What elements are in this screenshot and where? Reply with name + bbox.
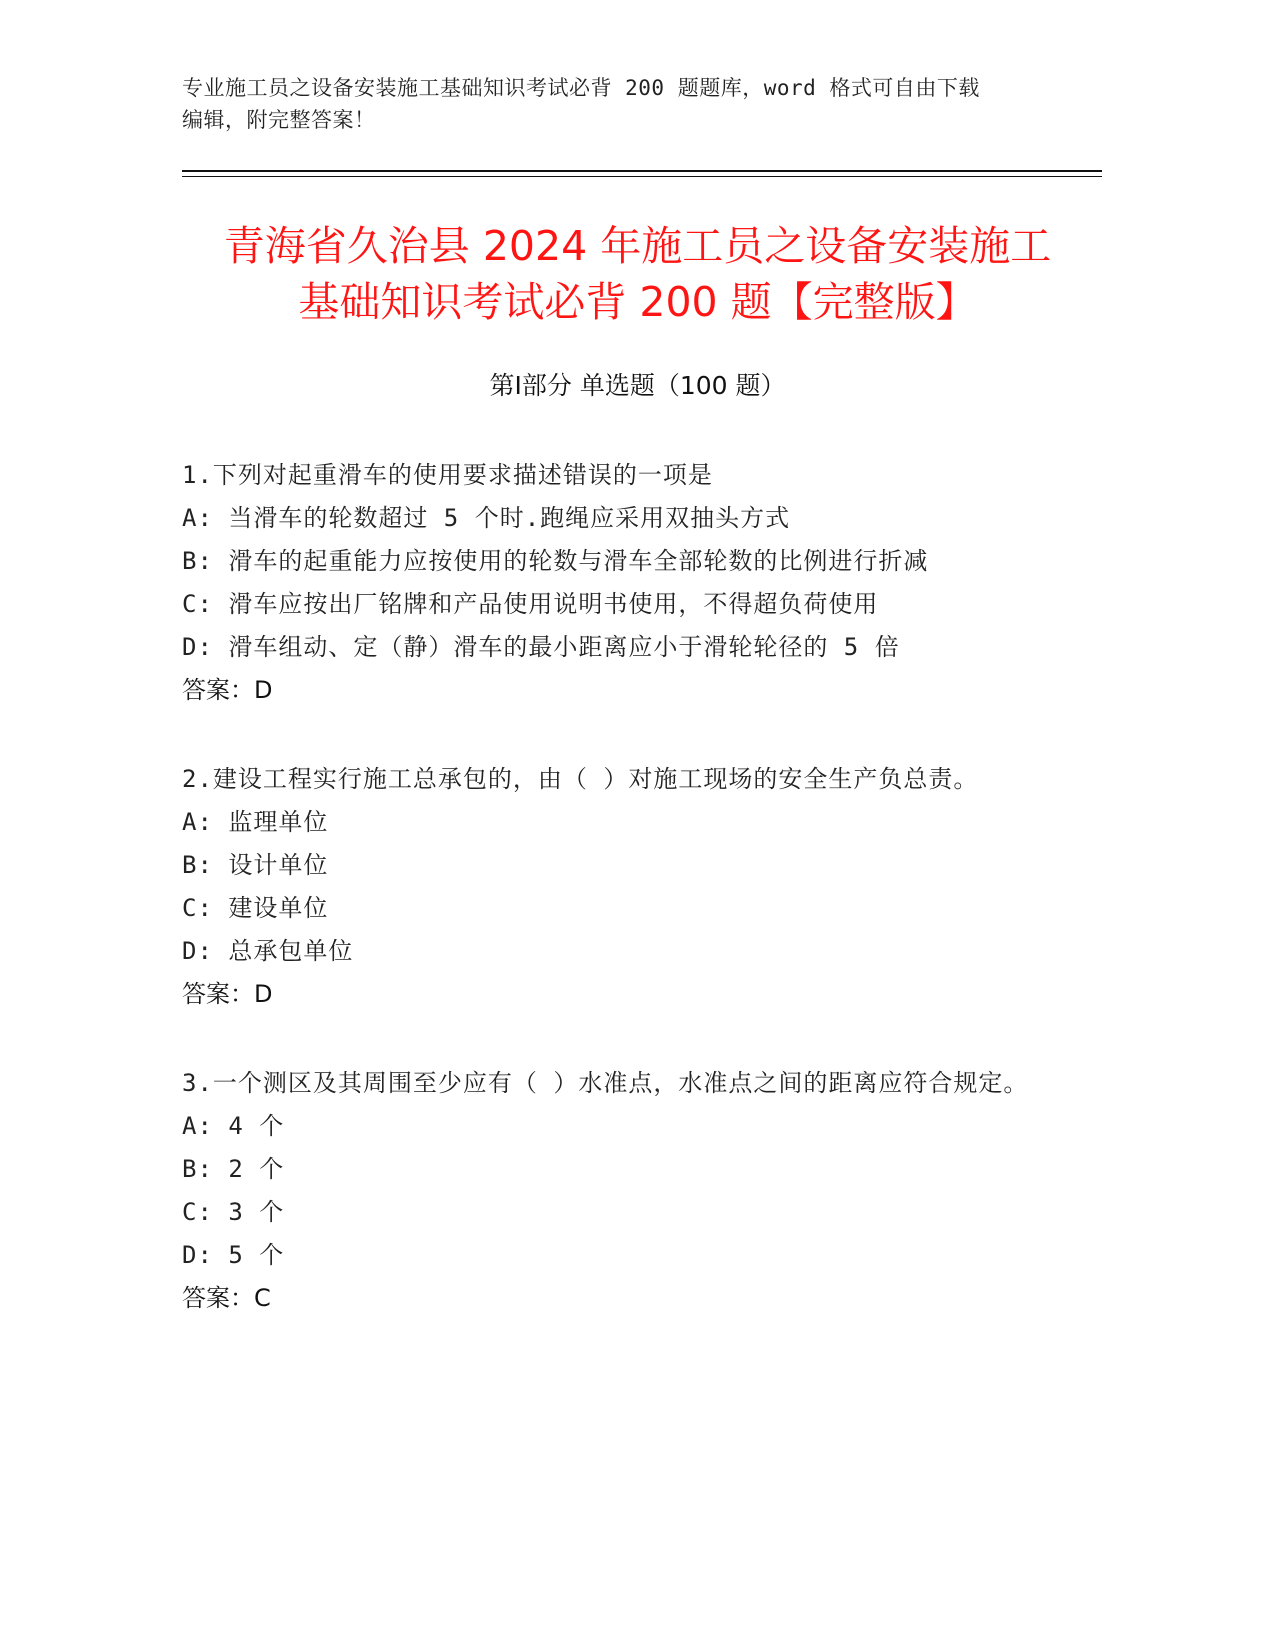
option-a: A: 当滑车的轮数超过 5 个时.跑绳应采用双抽头方式 bbox=[182, 504, 791, 532]
header-divider-thick bbox=[182, 170, 1102, 172]
question-1 bbox=[182, 454, 1042, 712]
question-stem: 2.建设工程实行施工总承包的，由（ ）对施工现场的安全生产负总责。 bbox=[182, 765, 979, 793]
option-b: B: 设计单位 bbox=[182, 851, 329, 879]
option-b: B: 2 个 bbox=[182, 1155, 285, 1183]
question-stem: 3.一个测区及其周围至少应有（ ）水准点，水准点之间的距离应符合规定。 bbox=[182, 1069, 1029, 1097]
question-2 bbox=[182, 758, 1042, 1016]
answer: 答案：C bbox=[182, 1284, 271, 1312]
option-a: A: 监理单位 bbox=[182, 808, 329, 836]
answer: 答案：D bbox=[182, 676, 273, 704]
option-c: C: 滑车应按出厂铭牌和产品使用说明书使用，不得超负荷使用 bbox=[182, 590, 879, 618]
header-divider-thin bbox=[182, 176, 1102, 177]
option-d: D: 滑车组动、定（静）滑车的最小距离应小于滑轮轮径的 5 倍 bbox=[182, 633, 900, 661]
option-d: D: 总承包单位 bbox=[182, 937, 354, 965]
document-title-line-1: 青海省久治县 2024 年施工员之设备安装施工 bbox=[223, 222, 1052, 270]
answer: 答案：D bbox=[182, 980, 273, 1008]
option-a: A: 4 个 bbox=[182, 1112, 285, 1140]
document-title bbox=[150, 218, 1125, 330]
question-3 bbox=[182, 1062, 1042, 1320]
document-title-line-2: 基础知识考试必背 200 题【完整版】 bbox=[298, 278, 977, 326]
option-d: D: 5 个 bbox=[182, 1241, 285, 1269]
section-title: 第Ⅰ部分 单选题（100 题） bbox=[489, 371, 786, 400]
option-b: B: 滑车的起重能力应按使用的轮数与滑车全部轮数的比例进行折减 bbox=[182, 547, 929, 575]
option-c: C: 建设单位 bbox=[182, 894, 329, 922]
header-note-line-2: 编辑，附完整答案！ bbox=[182, 108, 376, 132]
question-stem: 1.下列对起重滑车的使用要求描述错误的一项是 bbox=[182, 461, 713, 489]
header-note bbox=[182, 72, 1062, 136]
option-c: C: 3 个 bbox=[182, 1198, 285, 1226]
question-list bbox=[182, 454, 1042, 1366]
header-note-line-1: 专业施工员之设备安装施工基础知识考试必背 200 题题库，word 格式可自由下载 bbox=[182, 76, 980, 100]
